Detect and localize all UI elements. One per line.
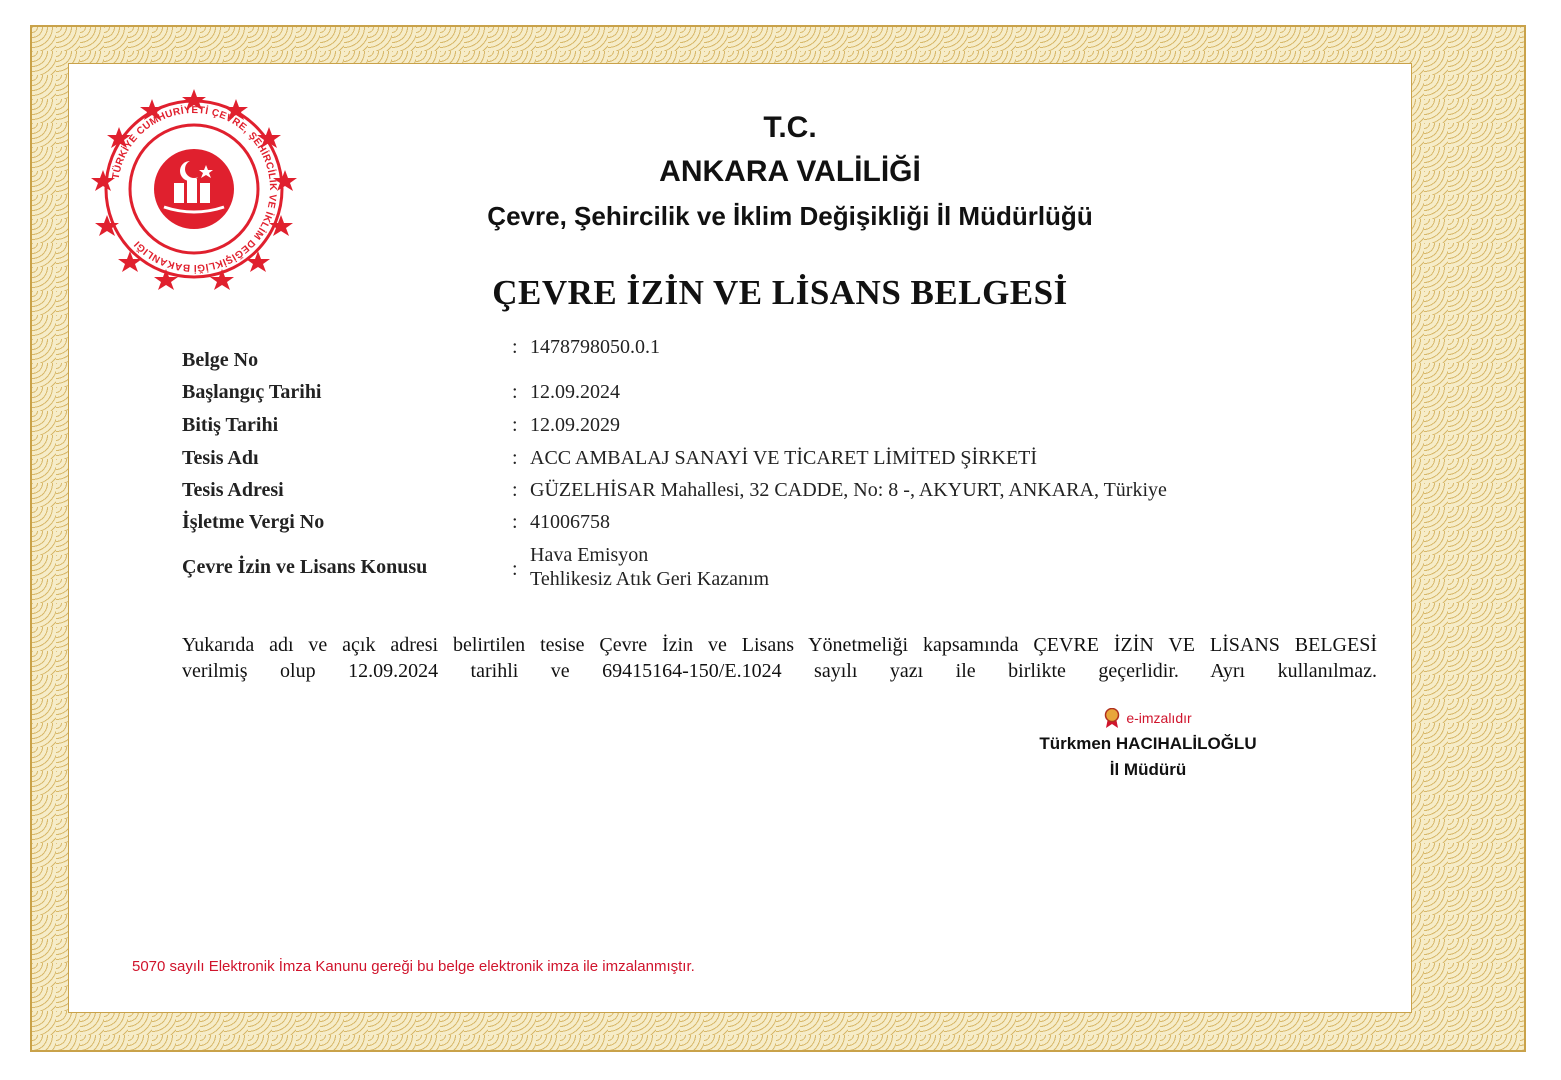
signature-block	[1030, 708, 1266, 780]
award-ribbon-icon	[1104, 708, 1120, 728]
field-colon: :	[512, 336, 518, 358]
field-value: Hava Emisyon	[530, 544, 649, 566]
field-colon: :	[512, 511, 518, 533]
field-value: ACC AMBALAJ SANAYİ VE TİCARET LİMİTED ŞİRKETİ	[530, 447, 1038, 469]
field-label: Belge No	[182, 349, 259, 371]
seal-ring-text: TÜRKİYE CUMHURİYETİ ÇEVRE, ŞEHİRCİLİK VE İKLİM DEĞİŞİKLİĞİ BAKANLIĞI	[110, 104, 279, 274]
field-colon: :	[512, 414, 518, 436]
paragraph-line-1: Yukarıda adı ve açık adresi belirtilen tesise Çevre İzin ve Lisans Yönetmeliği kapsamında ÇEVRE İZİN VE LİSANS BELGESİ	[182, 634, 1377, 656]
header-directorate: Çevre, Şehircilik ve İklim Değişikliği İl Müdürlüğü	[487, 201, 1093, 231]
field-colon: :	[512, 558, 518, 580]
field-value: 1478798050.0.1	[530, 336, 660, 358]
field-value-second-line: Tehlikesiz Atık Geri Kazanım	[530, 568, 770, 590]
e-signature-law-notice: 5070 sayılı Elektronik İmza Kanunu gereği bu belge elektronik imza ile imzalanmıştır.	[132, 958, 695, 975]
document-title: ÇEVRE İZİN VE LİSANS BELGESİ	[492, 273, 1068, 312]
e-signature-label: e-imzalıdır	[1126, 710, 1192, 726]
field-colon: :	[512, 381, 518, 403]
signer-title: İl Müdürü	[1109, 760, 1187, 779]
field-colon: :	[512, 479, 518, 501]
field-value: 41006758	[530, 511, 610, 533]
ministry-seal	[86, 85, 302, 293]
paragraph-line-2: verilmiş olup 12.09.2024 tarihli ve 69415164-150/E.1024 sayılı yazı ile birlikte geçerlidir. Ayrı kullanılmaz.	[182, 660, 1377, 682]
issuer-header	[400, 106, 1180, 238]
e-signature-mark	[1030, 708, 1266, 728]
field-value: GÜZELHİSAR Mahallesi, 32 CADDE, No: 8 -, AKYURT, ANKARA, Türkiye	[530, 479, 1167, 501]
field-label: Tesis Adresi	[182, 479, 284, 501]
signer-name: Türkmen HACIHALİLOĞLU	[1039, 734, 1257, 753]
field-value: 12.09.2024	[530, 381, 620, 403]
field-label: Çevre İzin ve Lisans Konusu	[182, 556, 428, 578]
header-tc: T.C.	[763, 111, 817, 144]
header-valilik: ANKARA VALİLİĞİ	[659, 155, 921, 188]
field-label: Tesis Adı	[182, 447, 259, 469]
ministry-seal-icon	[86, 85, 302, 293]
validity-paragraph	[182, 632, 1377, 684]
field-label: Bitiş Tarihi	[182, 414, 279, 436]
field-label: Başlangıç Tarihi	[182, 381, 322, 403]
field-label: İşletme Vergi No	[182, 511, 325, 533]
field-value: 12.09.2029	[530, 414, 620, 436]
field-colon: :	[512, 447, 518, 469]
